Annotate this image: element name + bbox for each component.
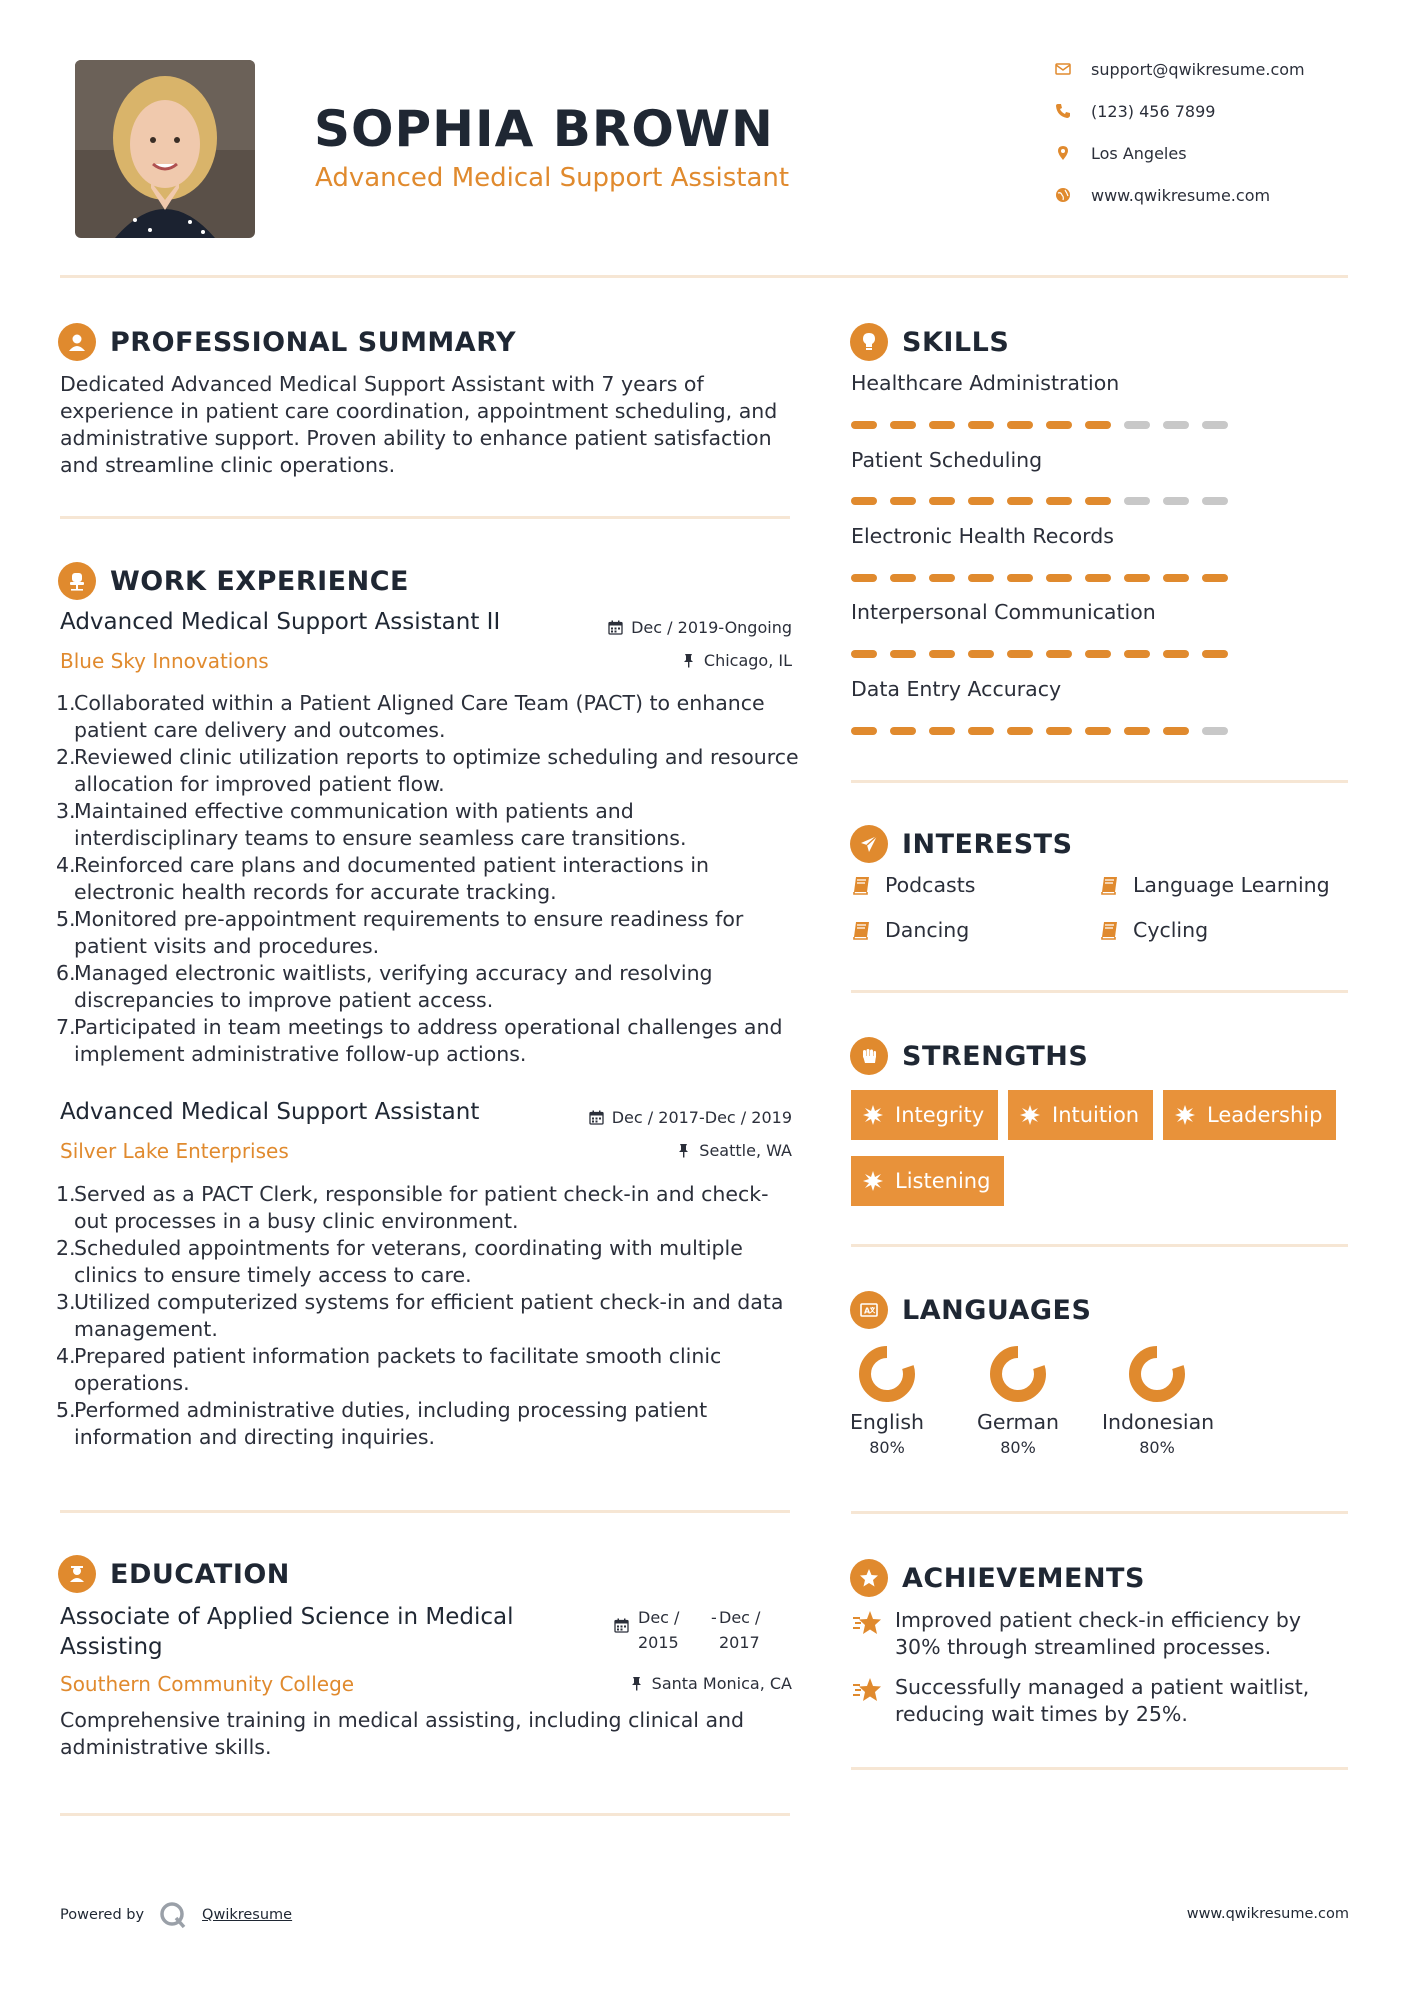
strengths-heading [850, 1036, 1088, 1076]
job-dates [540, 618, 792, 637]
pushpin-icon [629, 1676, 644, 1691]
globe-icon [1055, 187, 1071, 203]
interest-label: Language Learning [1133, 873, 1330, 897]
footer-url[interactable]: www.qwikresume.com [1186, 1906, 1349, 1922]
skill-level-dot [968, 497, 994, 505]
skill-rating [851, 574, 1228, 582]
job-dates-text: Dec / 2019-Ongoing [631, 618, 792, 637]
list-item: 2. Scheduled appointments for veterans, coordinating with multiple clinics to ensure timely access to care. [56, 1236, 743, 1287]
languages-title: LANGUAGES [902, 1294, 1092, 1326]
sunburst-icon [863, 1171, 883, 1191]
footer-powered-by [60, 1900, 292, 1930]
list-item: 6. Managed electronic waitlists, verifying accuracy and resolving discrepancies to improve patient access. [56, 961, 713, 1012]
skill-level-dot [1007, 650, 1033, 658]
skill-level-dot [1085, 497, 1111, 505]
language-item [832, 1344, 942, 1457]
skill-level-dot [890, 574, 916, 582]
star-badge-icon [850, 1559, 888, 1597]
interests-title: INTERESTS [902, 828, 1073, 860]
calendar-icon [589, 1110, 604, 1125]
list-item: 1. Collaborated within a Patient Aligned Care Team (PACT) to enhance patient care delivery and outcomes. [56, 691, 765, 742]
skill-level-dot [1202, 727, 1228, 735]
list-item: 2. Reviewed clinic utilization reports to optimize scheduling and resource allocation for improved patient flow. [56, 745, 799, 796]
education-location [540, 1674, 792, 1693]
skill-level-dot [1202, 650, 1228, 658]
education-title: EDUCATION [110, 1558, 290, 1590]
strength-label: Leadership [1207, 1103, 1323, 1127]
interest-label: Podcasts [885, 873, 976, 897]
skill-level-dot [851, 650, 877, 658]
skill-level-dot [929, 574, 955, 582]
job-title: Advanced Medical Support Assistant [60, 1099, 480, 1125]
contact-location [1055, 138, 1375, 168]
skill-level-dot [890, 727, 916, 735]
skill-level-dot [890, 421, 916, 429]
envelope-icon [1055, 61, 1071, 77]
job-location-text: Seattle, WA [699, 1141, 792, 1160]
list-item: 4. Prepared patient information packets to facilitate smooth clinic operations. [56, 1344, 722, 1395]
education-end-date: Dec / 2017 [719, 1608, 761, 1652]
calendar-icon [608, 620, 623, 635]
interests-heading [850, 824, 1073, 864]
profile-photo [75, 60, 255, 238]
book-icon [1099, 874, 1121, 896]
star-icon [851, 1676, 883, 1704]
achievement-text: Improved patient check-in efficiency by 30% through streamlined processes. [895, 1608, 1301, 1659]
skills-heading [850, 322, 1009, 362]
achievements-heading [850, 1558, 1145, 1598]
interest-item [1099, 918, 1208, 942]
job-location-text: Chicago, IL [703, 651, 792, 670]
qwikresume-logo-icon [158, 1900, 188, 1930]
skill-level-dot [1085, 650, 1111, 658]
skill-level-dot [890, 497, 916, 505]
user-icon [58, 323, 96, 361]
list-item: 1. Served as a PACT Clerk, responsible for patient check-in and check-out processes in a busy clinic environment. [56, 1182, 769, 1233]
contact-website-text: www.qwikresume.com [1091, 185, 1271, 205]
strength-label: Integrity [895, 1103, 985, 1127]
skill-level-dot [968, 650, 994, 658]
contact-phone-text: (123) 456 7899 [1091, 101, 1216, 121]
summary-text: Dedicated Advanced Medical Support Assistant with 7 years of experience in patient care coordination, appointment scheduling, and administrative support. Proven ability to enhance patient satisfaction and streamline clinic operations. [60, 372, 778, 477]
job-title: Advanced Medical Support Assistant II [60, 609, 501, 635]
fist-icon [850, 1037, 888, 1075]
list-item: 3. Maintained effective communication with patients and interdisciplinary teams to ensure seamless care transitions. [56, 799, 687, 850]
language-progress-ring [857, 1344, 917, 1404]
date-separator: - [711, 1608, 717, 1627]
skill-level-dot [1163, 574, 1189, 582]
skill-rating [851, 727, 1228, 735]
pushpin-icon [676, 1143, 691, 1158]
skill-level-dot [1202, 421, 1228, 429]
language-name: Indonesian [1102, 1410, 1215, 1434]
candidate-title: Advanced Medical Support Assistant [315, 163, 790, 193]
skill-name: Data Entry Accuracy [851, 677, 1062, 701]
skill-level-dot [1202, 497, 1228, 505]
language-name: English [849, 1410, 925, 1434]
interest-item [851, 918, 969, 942]
list-item: 7. Participated in team meetings to address operational challenges and implement administrative follow-up actions. [56, 1015, 783, 1066]
language-progress-ring [988, 1344, 1048, 1404]
skill-level-dot [1163, 421, 1189, 429]
job-company: Silver Lake Enterprises [60, 1139, 289, 1163]
language-percent: 80% [1000, 1438, 1036, 1457]
header-divider [60, 275, 1348, 278]
skills-title: SKILLS [902, 326, 1010, 358]
language-name: German [976, 1410, 1060, 1434]
skill-rating [851, 421, 1228, 429]
job-dates-text: Dec / 2017-Dec / 2019 [611, 1108, 792, 1127]
education-divider [60, 1813, 790, 1816]
job-company: Blue Sky Innovations [60, 649, 269, 673]
skill-rating [851, 650, 1228, 658]
strength-label: Listening [895, 1169, 991, 1193]
skill-level-dot [929, 421, 955, 429]
interests-divider [851, 990, 1348, 993]
skill-level-dot [929, 650, 955, 658]
skill-name: Patient Scheduling [851, 448, 1043, 472]
interest-label: Cycling [1133, 918, 1209, 942]
book-icon [1099, 919, 1121, 941]
education-start-date: Dec / 2015 [638, 1608, 680, 1652]
skill-level-dot [1007, 497, 1033, 505]
language-item [963, 1344, 1073, 1457]
strengths-title: STRENGTHS [902, 1040, 1089, 1072]
skill-rating [851, 497, 1228, 505]
skill-level-dot [1085, 574, 1111, 582]
interest-item [851, 873, 975, 897]
skill-level-dot [1163, 497, 1189, 505]
skill-level-dot [968, 574, 994, 582]
skills-divider [851, 780, 1348, 783]
star-icon [851, 1609, 883, 1637]
interest-label: Dancing [885, 918, 970, 942]
contact-website[interactable] [1055, 180, 1375, 210]
skill-level-dot [890, 650, 916, 658]
skill-level-dot [929, 727, 955, 735]
job-location [540, 1141, 792, 1160]
job-bullets [56, 690, 800, 1068]
strength-label: Intuition [1052, 1103, 1140, 1127]
powered-by-label: Powered by [60, 1907, 145, 1923]
office-chair-icon [58, 562, 96, 600]
translate-icon [850, 1291, 888, 1329]
skill-level-dot [1085, 727, 1111, 735]
skill-level-dot [1046, 650, 1072, 658]
skill-level-dot [1124, 727, 1150, 735]
skill-level-dot [1046, 727, 1072, 735]
education-heading [58, 1554, 290, 1594]
skill-level-dot [968, 727, 994, 735]
summary-title: PROFESSIONAL SUMMARY [110, 326, 517, 358]
experience-divider [60, 1510, 790, 1513]
list-item: 5. Monitored pre-appointment requirements to ensure readiness for patient visits and procedures. [56, 907, 744, 958]
language-percent: 80% [1139, 1438, 1175, 1457]
skill-level-dot [1202, 574, 1228, 582]
job-bullets [56, 1181, 800, 1451]
qwikresume-link[interactable]: Qwikresume [202, 1907, 293, 1923]
skill-level-dot [1163, 650, 1189, 658]
achievement-text: Successfully managed a patient waitlist, reducing wait times by 25%. [895, 1675, 1310, 1726]
language-progress-ring [1127, 1344, 1187, 1404]
sunburst-icon [863, 1105, 883, 1125]
contact-phone[interactable] [1055, 96, 1375, 126]
skill-name: Interpersonal Communication [851, 600, 1156, 624]
skill-level-dot [1046, 497, 1072, 505]
svg-text:A: A [864, 1306, 871, 1316]
summary-heading [58, 322, 516, 362]
skill-name: Electronic Health Records [851, 524, 1114, 548]
sunburst-icon [1175, 1105, 1195, 1125]
skill-level-dot [851, 574, 877, 582]
achievements-divider [851, 1767, 1348, 1770]
paper-plane-icon [850, 825, 888, 863]
skill-level-dot [851, 421, 877, 429]
interest-item [1099, 873, 1330, 897]
list-item: 4. Reinforced care plans and documented patient interactions in electronic health records for accurate tracking. [56, 853, 710, 904]
skill-name: Healthcare Administration [851, 371, 1120, 395]
skill-level-dot [929, 497, 955, 505]
strength-badge [1008, 1090, 1153, 1140]
contact-email[interactable] [1055, 54, 1375, 84]
pushpin-icon [681, 653, 696, 668]
school-name: Southern Community College [60, 1672, 355, 1696]
skill-level-dot [1163, 727, 1189, 735]
skill-level-dot [851, 497, 877, 505]
education-location-text: Santa Monica, CA [651, 1674, 792, 1693]
strength-badge [1163, 1090, 1336, 1140]
list-item: 3. Utilized computerized systems for efficient patient check-in and data management. [56, 1290, 784, 1341]
education-description: Comprehensive training in medical assisting, including clinical and administrative skills. [60, 1708, 745, 1759]
skill-level-dot [851, 727, 877, 735]
contact-location-text: Los Angeles [1091, 143, 1187, 163]
skill-level-dot [1124, 421, 1150, 429]
skill-level-dot [1124, 650, 1150, 658]
degree-title: Associate of Applied Science in Medical Assisting [60, 1604, 514, 1660]
skill-level-dot [1046, 574, 1072, 582]
job-location [540, 651, 792, 670]
experience-title: WORK EXPERIENCE [110, 565, 409, 597]
skill-level-dot [1124, 497, 1150, 505]
skill-level-dot [968, 421, 994, 429]
skill-level-dot [1046, 421, 1072, 429]
language-item [1102, 1344, 1215, 1457]
languages-heading [850, 1290, 1091, 1330]
strength-badge [851, 1090, 998, 1140]
phone-icon [1055, 103, 1071, 119]
book-icon [851, 919, 873, 941]
achievement-item [851, 1674, 1341, 1728]
skill-level-dot [1124, 574, 1150, 582]
sunburst-icon [1020, 1105, 1040, 1125]
calendar-icon [614, 1618, 629, 1633]
skill-level-dot [1007, 727, 1033, 735]
summary-divider [60, 516, 790, 519]
experience-heading [58, 561, 409, 601]
job-dates [540, 1108, 792, 1127]
strength-badge [851, 1156, 1004, 1206]
contact-email-text: support@qwikresume.com [1091, 59, 1305, 79]
graduate-icon [58, 1555, 96, 1593]
skill-level-dot [1007, 421, 1033, 429]
candidate-name: SOPHIA BROWN [314, 100, 774, 158]
skill-level-dot [1085, 421, 1111, 429]
language-percent: 80% [869, 1438, 905, 1457]
list-item: 5. Performed administrative duties, including processing patient information and directing inquiries. [56, 1398, 708, 1449]
strengths-divider [851, 1244, 1348, 1247]
achievement-item [851, 1607, 1341, 1661]
achievements-title: ACHIEVEMENTS [902, 1562, 1145, 1594]
skill-level-dot [1007, 574, 1033, 582]
lightbulb-icon [850, 323, 888, 361]
languages-divider [851, 1511, 1348, 1514]
book-icon [851, 874, 873, 896]
map-pin-icon [1055, 145, 1071, 161]
